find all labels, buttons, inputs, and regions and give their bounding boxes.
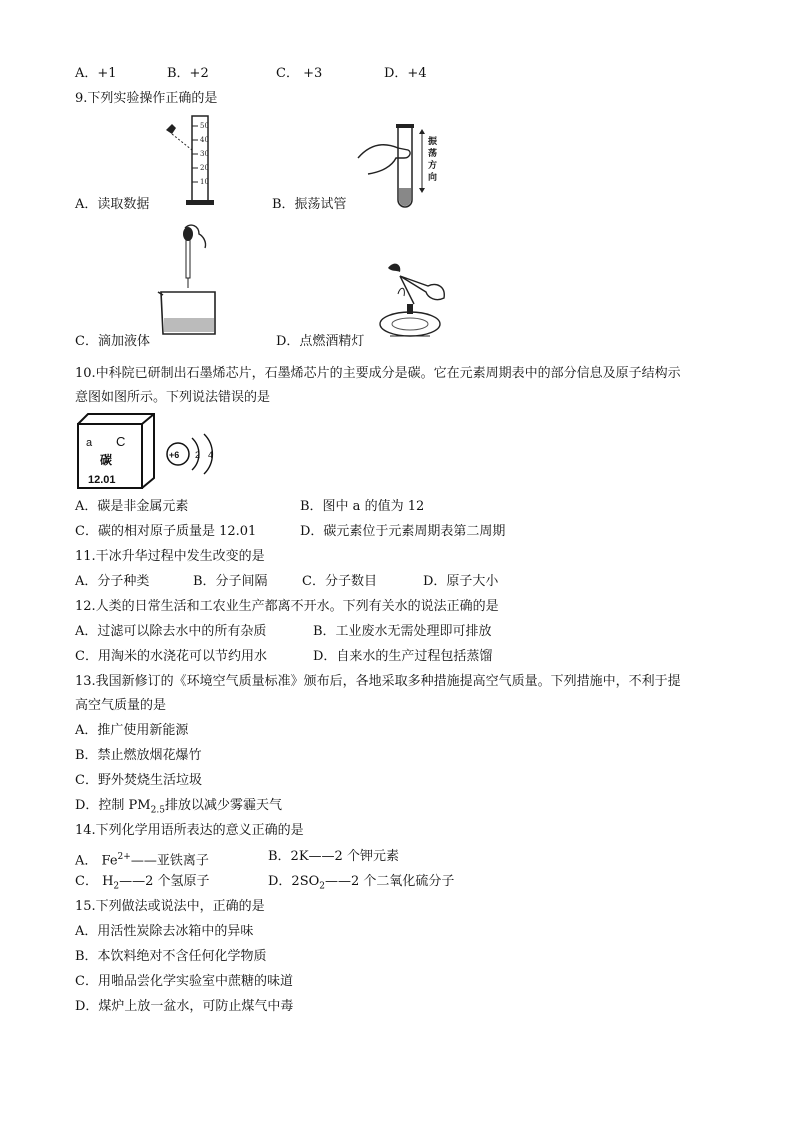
cylinder-mark-10: 10 [200, 178, 209, 186]
shell-1-electrons: 2 [195, 450, 201, 460]
q9-option-b: B．振荡试管 [272, 197, 347, 212]
q14-option-d [268, 874, 454, 895]
q8-option-a: A．+1 [75, 66, 117, 81]
cell-name: 碳 [100, 453, 113, 467]
q13-option-b: B．禁止燃放烟花爆竹 [75, 748, 202, 763]
cell-mass: 12.01 [88, 474, 116, 486]
q15-option-b: B．本饮料绝对不含任何化学物质 [75, 949, 267, 964]
q14-option-c-prefix: C． H [75, 874, 114, 889]
q11-option-b: B．分子间隔 [193, 574, 268, 589]
cylinder-mark-30: 30 [200, 150, 209, 158]
q11-option-a: A．分子种类 [75, 574, 150, 589]
q10-option-a: A．碳是非金属元素 [75, 499, 189, 514]
q10-option-c: C．碳的相对原子质量是 12.01 [75, 524, 257, 539]
q13-option-a: A．推广使用新能源 [75, 723, 189, 738]
q12-option-d: D．自来水的生产过程包括蒸馏 [313, 649, 493, 664]
q14-option-c-suffix: ——2 个氢原子 [119, 874, 210, 889]
q13-option-d [75, 798, 282, 819]
shake-label-1: 振 [428, 137, 438, 147]
shake-tube-figure [352, 122, 442, 212]
q8-option-b: B．+2 [167, 66, 209, 81]
cylinder-mark-20: 20 [200, 164, 209, 172]
q12-option-a: A．过滤可以除去水中的所有杂质 [75, 624, 267, 639]
q13-option-d-suffix: 排放以减少雾霾天气 [164, 798, 282, 813]
q13-option-d-subscript: 2.5 [150, 805, 165, 816]
q9-option-d: D．点燃酒精灯 [276, 334, 365, 349]
q14-option-d-prefix: D．2SO [268, 874, 320, 889]
cylinder-mark-40: 40 [200, 136, 209, 144]
q14-stem: 14.下列化学用语所表达的意义正确的是 [75, 823, 304, 838]
q9-option-c: C．滴加液体 [75, 334, 150, 349]
cylinder-mark-50: 50 [200, 122, 209, 130]
q9-stem: 9.下列实验操作正确的是 [75, 91, 218, 106]
q14-option-a [75, 849, 209, 869]
q8-option-d: D．+4 [384, 66, 427, 81]
q14-option-a-suffix: ——亚铁离子 [130, 853, 209, 869]
q10-option-b: B．图中 a 的值为 12 [300, 499, 425, 514]
alcohol-lamp-figure [370, 258, 460, 344]
shell-2-electrons: 4 [208, 450, 214, 460]
q13-option-d-prefix: D．控制 PM [75, 798, 151, 813]
q14-option-a-superscript: 2+ [117, 852, 131, 862]
q8-option-c: C． +3 [276, 66, 323, 81]
q12-option-c: C．用淘米的水浇花可以节约用水 [75, 649, 267, 664]
q12-stem: 12.人类的日常生活和工农业生产都离不开水。下列有关水的说法正确的是 [75, 599, 499, 614]
dropper-beaker-figure [155, 222, 225, 342]
q14-option-a-prefix: A． Fe [75, 853, 118, 869]
q14-option-c-subscript: 2 [113, 881, 120, 892]
nucleus-charge: +6 [169, 450, 180, 460]
q13-stem-line1: 13.我国新修订的《环境空气质量标准》颁布后，各地采取多种措施提高空气质量。下列措施中，不利于提 [75, 674, 681, 689]
q13-option-c: C．野外焚烧生活垃圾 [75, 773, 202, 788]
q15-option-d: D．煤炉上放一盆水，可防止煤气中毒 [75, 999, 294, 1014]
q14-option-d-suffix: ——2 个二氧化硫分子 [325, 874, 455, 889]
q14-option-d-subscript: 2 [319, 881, 325, 892]
q12-option-b: B．工业废水无需处理即可排放 [313, 624, 492, 639]
cell-symbol: C [116, 434, 126, 449]
carbon-atom-structure [164, 430, 224, 480]
q13-stem-line2: 高空气质量的是 [75, 698, 167, 713]
q9-option-a: A．读取数据 [75, 197, 150, 212]
q11-stem: 11.干冰升华过程中发生改变的是 [75, 549, 265, 564]
q14-option-b: B．2K——2 个钾元素 [268, 849, 399, 864]
q15-option-c: C．用啪品尝化学实验室中蔗糖的味道 [75, 974, 293, 989]
q10-stem-line1: 10.中科院已研制出石墨烯芯片，石墨烯芯片的主要成分是碳。它在元素周期表中的部分信息及原子结构示 [75, 366, 681, 381]
q11-option-d: D．原子大小 [423, 574, 499, 589]
shake-label-4: 向 [428, 173, 438, 183]
q10-option-d: D．碳元素位于元素周期表第二周期 [300, 524, 506, 539]
cylinder-reading-figure [160, 112, 220, 208]
shake-label-3: 方 [428, 161, 438, 171]
q14-option-c [75, 874, 210, 895]
q15-stem: 15.下列做法或说法中，正确的是 [75, 899, 265, 914]
q15-option-a: A．用活性炭除去冰箱中的异味 [75, 924, 254, 939]
q10-stem-line2: 意图如图所示。下列说法错误的是 [75, 390, 271, 405]
carbon-element-cell [76, 412, 156, 492]
q11-option-c: C．分子数目 [302, 574, 377, 589]
shake-label-2: 荡 [428, 149, 438, 159]
cell-atomic-number: a [86, 437, 93, 449]
